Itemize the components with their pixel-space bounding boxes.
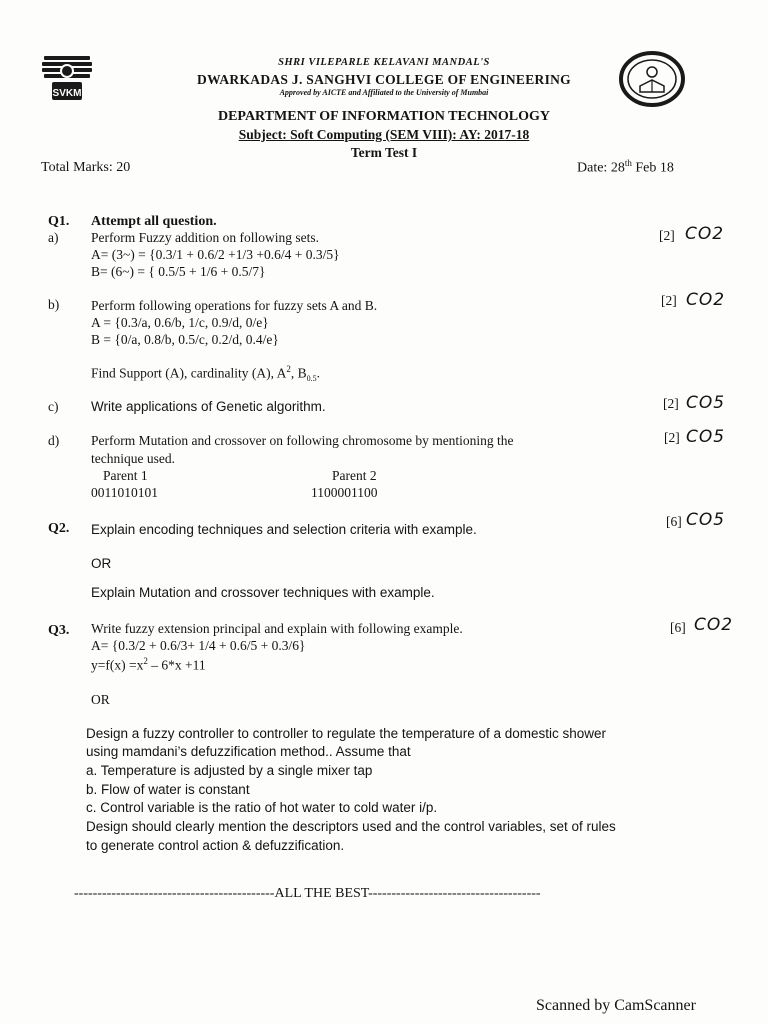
society-name: SHRI VILEPARLE KELAVANI MANDAL'S <box>278 57 490 68</box>
q3-alt-line7: to generate control action & defuzzification. <box>86 838 345 853</box>
q3-alt-line5: c. Control variable is the ratio of hot water to cold water i/p. <box>86 800 438 815</box>
q2-marks: [6] <box>666 514 682 529</box>
q3-function: $y=f(x) =x^2 - 6*x +11$ <box>91 656 206 673</box>
q1c-label: c) <box>48 399 59 414</box>
q1b-find: Find Support (A), cardinality (A), $A^2$, $B_{0.5}$. <box>91 364 320 384</box>
q1a-set-a: A= (3~) = {0.3/1 + 0.6/2 +1/3 +0.6/4 + 0.3/5} <box>91 247 340 262</box>
q1b-course-outcome: CO2 <box>686 290 726 310</box>
q3-or: OR <box>91 692 110 707</box>
q3-text: Write fuzzy extension principal and explain with following example. <box>91 621 463 636</box>
q2-course-outcome: CO5 <box>686 510 726 530</box>
q1-number: Q1. <box>48 214 70 229</box>
q1d-text-line2: technique used. <box>91 451 175 466</box>
q1-title: Attempt all question. <box>91 214 217 229</box>
q1a-text: Perform Fuzzy addition on following sets. <box>91 230 319 245</box>
subject-line: Subject: Soft Computing (SEM VIII): AY: 2017-18 <box>238 127 530 142</box>
q1c-marks: [2] <box>663 396 679 411</box>
parent1-chromosome: 0011010101 <box>91 485 158 500</box>
q2-alternative: Explain Mutation and crossover techniques with example. <box>91 585 435 600</box>
q3-alt-line1: Design a fuzzy controller to controller to regulate the temperature of a domestic shower <box>86 726 607 741</box>
q1c-text: Write applications of Genetic algorithm. <box>91 399 326 414</box>
approval-line: Approved by AICTE and Affiliated to the University of Mumbai <box>279 88 489 97</box>
q3-marks: [6] <box>670 620 686 635</box>
parent2-chromosome: 1100001100 <box>311 485 378 500</box>
exam-date: Date: 28th Feb 18 <box>577 158 674 176</box>
test-name: Term Test I <box>350 145 418 160</box>
closing-line: -------------------------------------------ALL THE BEST------------------------------------- <box>74 886 541 901</box>
q3-alt-line2: using mamdani’s defuzzification method.. Assume that <box>86 744 411 759</box>
q1b-marks: [2] <box>661 293 677 308</box>
q1b-label: b) <box>48 297 60 312</box>
q2-or: OR <box>91 556 112 571</box>
q3-alt-line4: b. Flow of water is constant <box>86 782 250 797</box>
logo-text: SVKM <box>52 88 82 99</box>
q2-text: Explain encoding techniques and selection criteria with example. <box>91 522 477 537</box>
q3-course-outcome: CO2 <box>694 615 734 635</box>
q1a-course-outcome: CO2 <box>685 224 725 244</box>
q1b-set-a: A = {0.3/a, 0.6/b, 1/c, 0.9/d, 0/e} <box>91 315 269 330</box>
q1a-set-b: B= (6~) = { 0.5/5 + 1/6 + 0.5/7} <box>91 264 266 279</box>
parent2-label: Parent 2 <box>332 468 377 483</box>
q1d-text-line1: Perform Mutation and crossover on following chromosome by mentioning the <box>91 433 514 448</box>
q1d-label: d) <box>48 433 60 448</box>
q3-alt-line6: Design should clearly mention the descriptors used and the control variables, set of rules <box>86 819 616 834</box>
college-name: DWARKADAS J. SANGHVI COLLEGE OF ENGINEERING <box>197 72 571 87</box>
department-name: DEPARTMENT OF INFORMATION TECHNOLOGY <box>217 109 551 124</box>
q2-number: Q2. <box>48 521 70 536</box>
q1d-marks: [2] <box>664 430 680 445</box>
q3-number: Q3. <box>48 623 70 638</box>
q3-alt-line3: a. Temperature is adjusted by a single mixer tap <box>86 763 373 778</box>
q1c-course-outcome: CO5 <box>686 393 726 413</box>
scanner-watermark: Scanned by CamScanner <box>536 997 696 1014</box>
q1a-label: a) <box>48 230 59 245</box>
q1a-marks: [2] <box>659 228 675 243</box>
q1d-course-outcome: CO5 <box>686 427 726 447</box>
q1b-set-b: B = {0/a, 0.8/b, 0.5/c, 0.2/d, 0.4/e} <box>91 332 279 347</box>
q1b-text: Perform following operations for fuzzy sets A and B. <box>91 298 378 313</box>
q3-set-a: A= {0.3/2 + 0.6/3+ 1/4 + 0.6/5 + 0.3/6} <box>91 638 306 653</box>
total-marks: Total Marks: 20 <box>41 160 131 175</box>
parent1-label: Parent 1 <box>103 468 148 483</box>
